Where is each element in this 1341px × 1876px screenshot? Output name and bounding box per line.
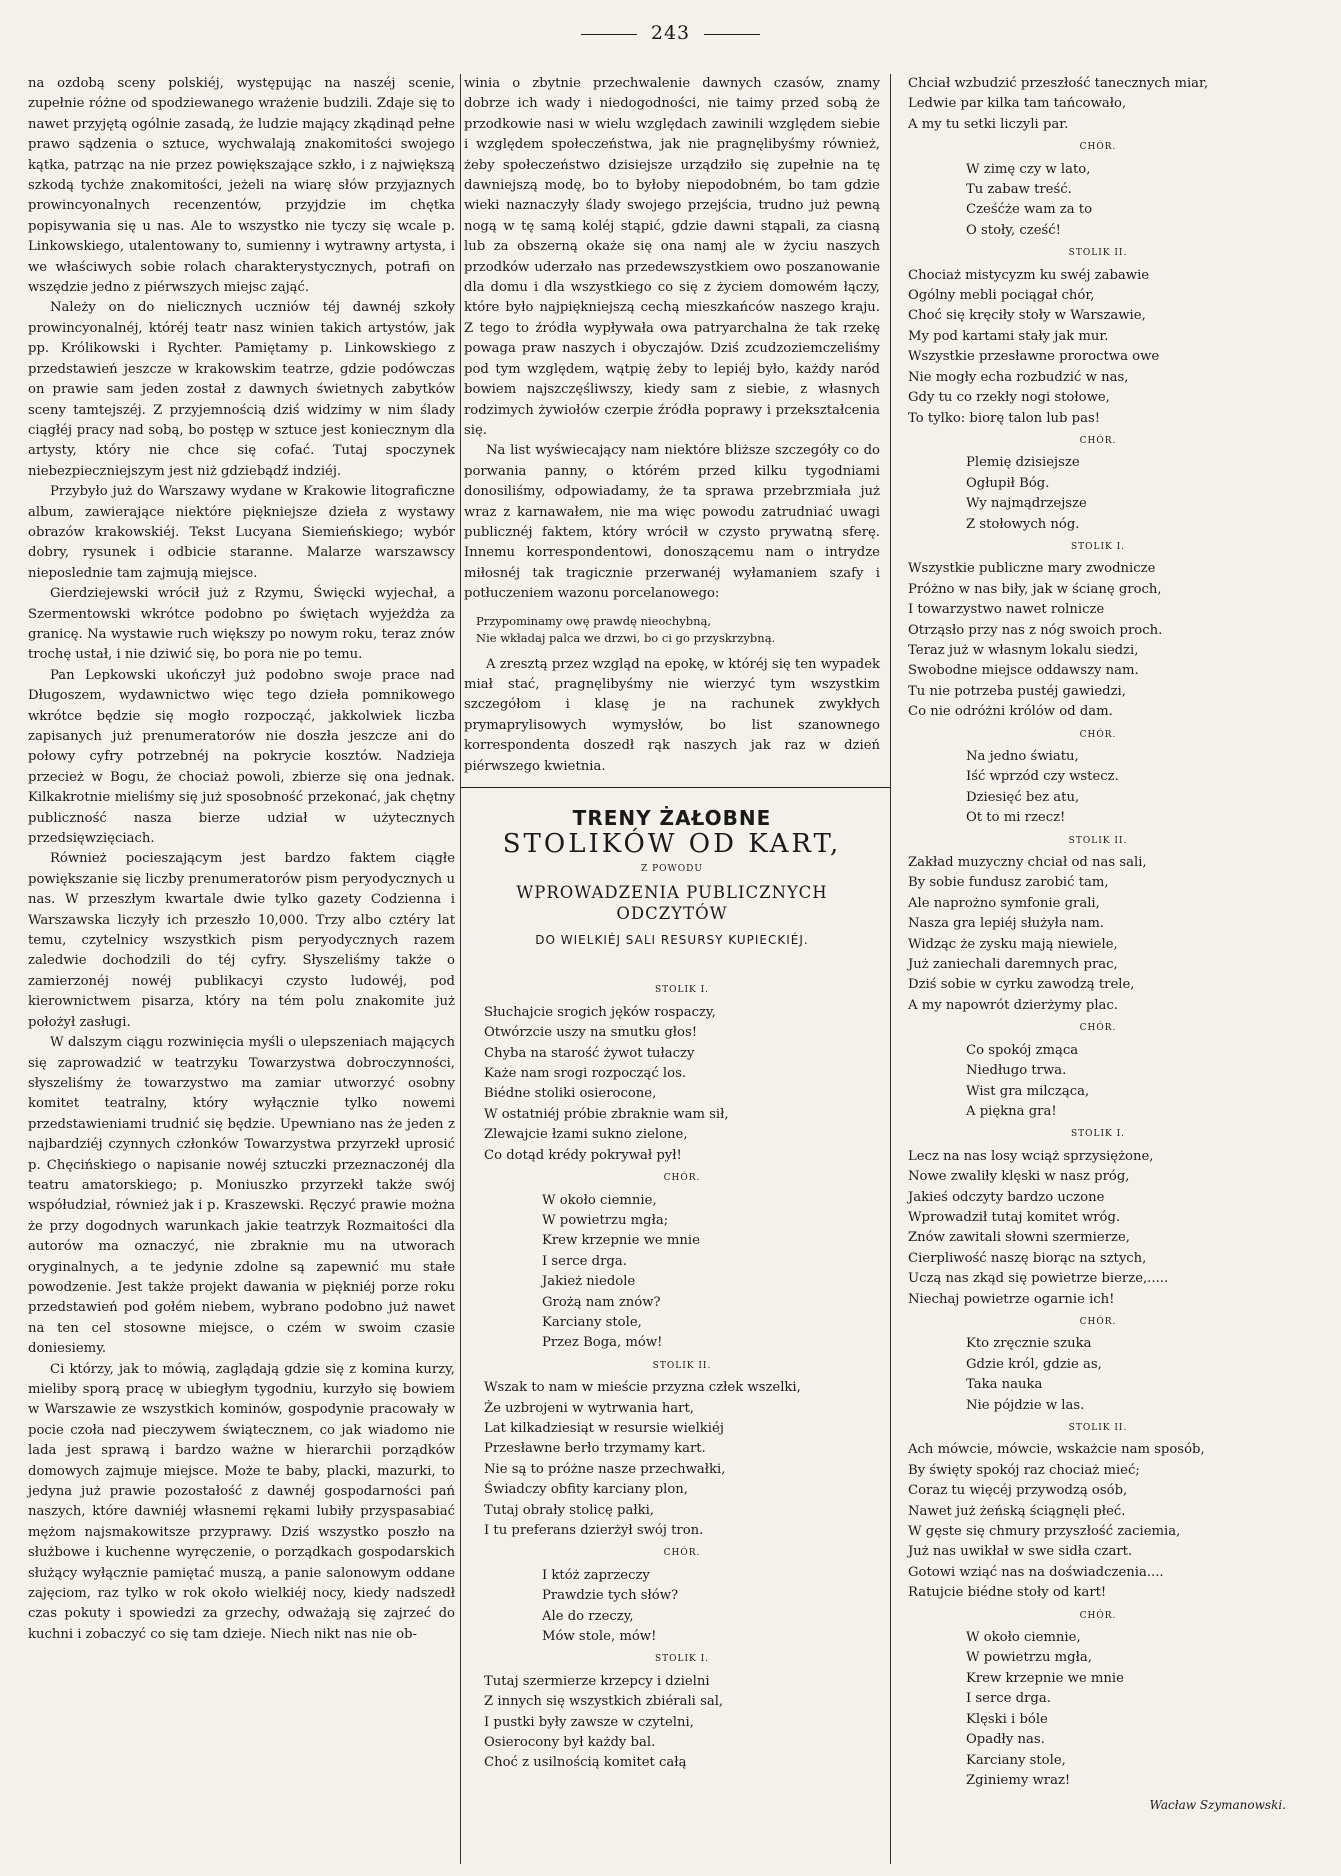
- verse-line: Krew krzepnie we mnie: [966, 1670, 1124, 1686]
- verse-line: Krew krzepnie we mnie: [542, 1233, 700, 1249]
- column-3: [908, 74, 1288, 1816]
- verse-line: Że uzbrojeni w wytrwania hart,: [484, 1400, 694, 1416]
- verse-line: Wprowadził tutaj komitet wróg.: [908, 1209, 1121, 1225]
- verse-line: Taka nauka: [966, 1377, 1043, 1393]
- stanza: [908, 537, 1288, 723]
- verse-line: Wist gra milcząca,: [966, 1083, 1090, 1099]
- verse-line: Uczą nas zkąd się powietrze bierze,.....: [908, 1271, 1169, 1287]
- speaker-label: STOLIK I.: [1070, 1129, 1126, 1140]
- verse-line: Swobodne miejsce oddawszy nam.: [908, 663, 1139, 679]
- stanza: [484, 980, 880, 1166]
- stanza: [484, 1543, 880, 1647]
- verse-line: Ot to mi rzecz!: [966, 810, 1066, 826]
- verse-line: Na jedno światu,: [966, 749, 1079, 764]
- speaker-label: CHÓR.: [1079, 1023, 1117, 1034]
- stanza: [908, 1124, 1288, 1310]
- verse-line: Gdy tu co rzekły nogi stołowe,: [908, 390, 1110, 406]
- poem-title: [464, 808, 880, 950]
- paragraph: Gierdziejewski wrócił już z Rzymu, Święcki wyjechał, a Szermentowski wkrótce podobno po świętach wyjeżdża za granicę. Na wystawie ruch większy po nowym roku, teraz znów trochę ustał, i nie dziwić się, bo pora nie po temu.: [28, 586, 455, 663]
- verse-line: Osierocony był każdy bal.: [484, 1735, 656, 1751]
- verse-line: Karciany stole,: [542, 1314, 642, 1330]
- verse-line: Choć z usilnością komitet całą: [484, 1755, 687, 1771]
- speaker-label: CHÓR.: [663, 1548, 701, 1559]
- verse-line: Wy najmądrzejsze: [966, 496, 1087, 512]
- quote-line: Nie wkładaj palca we drzwi, bo ci go przyskrzybną.: [476, 630, 776, 645]
- verse-line: Widząc że zysku mają niewiele,: [908, 936, 1118, 952]
- verse-line: Gotowi wziąć nas na doświadczenia....: [908, 1564, 1164, 1580]
- stanza: [908, 1018, 1288, 1122]
- verse-line: W zimę czy w lato,: [966, 161, 1091, 177]
- verse-line: Ale do rzeczy,: [542, 1608, 634, 1624]
- verse-line: I serce drga.: [542, 1253, 627, 1269]
- verse-line: Cześćże wam za to: [966, 202, 1093, 218]
- verse-line: Ale naprożno symfonie grali,: [908, 895, 1100, 911]
- verse-line: Co dotąd krédy pokrywał pył!: [484, 1147, 682, 1163]
- stanza: [908, 831, 1288, 1017]
- verse-line: Otwórzcie uszy na smutku głos!: [484, 1025, 698, 1041]
- verse-line: Ratujcie biédne stoły od kart!: [908, 1585, 1107, 1601]
- verse-line: Klęski i bóle: [966, 1711, 1048, 1727]
- verse-line: Karciany stole,: [966, 1752, 1066, 1768]
- verse-line: Znów zawitali słowni szermierze,: [908, 1230, 1130, 1246]
- speaker-label: STOLIK II.: [1068, 835, 1128, 846]
- poem-part-1: [464, 980, 880, 1773]
- paragraph: Na list wyświecający nam niektóre bliższe szczegóły co do porwania panny, o którém przed kilku tygodniami donosiliśmy, odpowiadamy, że ta sprawa przebrzmiała już wraz z karnawałem, nie ma więc powodu zatrudniać uwagi publicznéj faktem, który wrócił w czysto prywatną sferę. Innemu korrespondentowi, donoszącemu nam o intrydze miłosnéj tak tragicznie przerwanéj wyłamaniem szafy i potłuczeniem wazonu porcelanowego:: [464, 443, 880, 602]
- verse-line: Choć się kręciły stoły w Warszawie,: [908, 308, 1146, 324]
- verse-line: W powietrzu mgła,: [966, 1650, 1092, 1666]
- verse-line: To tylko: biorę talon lub pas!: [908, 410, 1101, 426]
- verse-line: Dziś sobie w cyrku zawodzą trele,: [908, 977, 1135, 993]
- poem-title-line: STOLIKÓW OD KART,: [502, 829, 842, 860]
- verse-line: Nie pójdzie w las.: [966, 1397, 1085, 1413]
- quote: [476, 613, 880, 647]
- verse-line: Nawet już żeńską ściągnęli płeć.: [908, 1503, 1126, 1519]
- verse-line: W gęste się chmury przyszłość zaciemia,: [908, 1524, 1181, 1540]
- verse-line: Słuchajcie srogich jęków rospaczy,: [484, 1004, 716, 1020]
- verse-line: Kto zręcznie szuka: [966, 1336, 1092, 1352]
- verse-line: Wszak to nam w mieście przyzna człek wszelki,: [484, 1380, 801, 1396]
- verse-line: O stoły, cześć!: [966, 222, 1061, 238]
- verse-line: Z innych się wszystkich zbiérali sal,: [484, 1694, 724, 1710]
- verse-line: Prawdzie tych słów?: [542, 1588, 679, 1604]
- verse-line: A my tu setki liczyli par.: [908, 116, 1069, 132]
- verse-line: Nie mogły echa rozbudzić w nas,: [908, 369, 1129, 385]
- speaker-label: STOLIK I.: [654, 1654, 710, 1665]
- verse-line: Wszystkie przesławne proroctwa owe: [908, 349, 1160, 365]
- verse-line: Każe nam srogi rozpocząć los.: [484, 1066, 687, 1082]
- column-2: [464, 74, 880, 1776]
- stanza: [908, 431, 1288, 535]
- verse-line: Już zaniechali daremnych prac,: [908, 957, 1118, 973]
- verse-line: Co nie odróżni królów od dam.: [908, 704, 1113, 720]
- verse-line: Coraz tu więcéj przywodzą osób,: [908, 1483, 1128, 1499]
- verse-line: I któż zaprzeczy: [542, 1567, 650, 1583]
- verse-line: Lat kilkadziesiąt w resursie wielkiéj: [484, 1420, 724, 1436]
- verse-line: Zakład muzyczny chciał od nas sali,: [908, 855, 1147, 871]
- verse-line: Zginiemy wraz!: [966, 1772, 1071, 1788]
- verse-line: I pustki były zawsze w czytelni,: [484, 1714, 694, 1730]
- poem-title-line: DO WIELKIÉJ SALI RESURSY KUPIECKIÉJ.: [535, 933, 809, 948]
- paragraph: W dalszym ciągu rozwinięcia myśli o ulepszeniach mających się zaprowadzić w teatrzyku Towarzystwa dobroczynności, słyszeliśmy że towarzystwo ma zamiar utworzyć osobny komitet teatralny, który wyłącznie tylko nowemi przedstawieniami trudnić się będzie. Upewniano nas że jeden z najbardziéj czynnych członków Towarzystwa przyrzekł uprosić p. Chęcińskiego o napisanie nowéj sztuczki przeznaczonéj dla teatru amatorskiego; p. Moniuszko przyrzekł także swój współudział, również jak i p. Kraszewski. Ręczyć prawie można że przy dogodnych warunkach jakie teatrzyk Rozmaitości dla autorów ma oznaczyć, nie zbraknie mu na utworach oryginalnych, a te jedynie zdolne są zapewnić mu stałe powodzenie. Jest także projekt dawania w piękniéj porze roku przedstawień pod gołém niebem, wybrano podobno już nawet na ten cel stosowne miejsce, o czém w swoim czasie doniesiemy.: [28, 1035, 455, 1357]
- verse-line: A piękna gra!: [966, 1103, 1057, 1119]
- verse-line: Nasza gra lepiéj służyła nam.: [908, 916, 1105, 932]
- verse-line: Iść wprzód czy wstecz.: [966, 769, 1119, 785]
- verse-line: Wszystkie publiczne mary zwodnicze: [908, 561, 1156, 577]
- verse-line: By święty spokój raz chociaż mieć;: [908, 1462, 1140, 1478]
- verse-line: Cierpliwość naszę biorąc na sztych,: [908, 1250, 1147, 1266]
- verse-line: Tu nie potrzeba pustéj gawiedzi,: [908, 683, 1126, 699]
- verse-line: Przesławne berło trzymamy kart.: [484, 1441, 706, 1457]
- speaker-label: CHÓR.: [663, 1173, 701, 1184]
- paragraph: Ci którzy, jak to mówią, zaglądają gdzie się z komina kurzy, mieliby sporą pracę w ubiegłym tygodniu, kurzyło się bowiem w Warszawie ze wszystkich kominów, gospodynie pracowały w pocie czoła nad pieczywem świątecznem, co jak wiadomo nie lada jest sprawą i bardzo ważne w hierarchii porządków domowych zajmuje miejsce. Może te baby, placki, mazurki, to jedyna już prawie pozostałość z dawnéj gospodarności pań naszych, które dawniéj własnemi rękami lubiły przyspasabiać mężom najsmakowitsze przyprawy. Dziś wszystko poszło na służbowe i kuchenne wyręczenie, o porządkach gospodarskich służący wyłącznie pamiętać muszą, a panie salonowym oddane zajęciom, raz tylko w rok około wielkiéj nocy, kiedy nadszedł czas pokuty i spowiedzi za grzechy, odważają się zajrzeć do kuchni i zobaczyć co się tam dzieje. Niech nikt nas nie ob-: [28, 1361, 455, 1642]
- verse-line: Nie są to próżne nasze przechwałki,: [484, 1461, 726, 1477]
- verse-line: Chociaż mistycyzm ku swéj zabawie: [908, 267, 1150, 283]
- stanza: [484, 1356, 880, 1542]
- section-divider: [460, 787, 890, 788]
- verse-line: Z stołowych nóg.: [966, 516, 1080, 532]
- verse-line: W ostatniéj próbie zbraknie wam sił,: [484, 1106, 729, 1122]
- verse-line: Już nas uwikłał w swe sidła czart.: [908, 1544, 1133, 1560]
- speaker-label: CHÓR.: [1079, 1610, 1117, 1621]
- paragraph: Należy on do nielicznych uczniów téj dawnéj szkoły prowincyonalnéj, któréj teatr nasz winien takich artystów, jak pp. Królikowski i Rychter. Pamiętamy p. Linkowskiego z przedstawień jeszcze w krakowskim teatrze, gdzie podówczas on prawie sam jeden został z dawnych świetnych zabytków sceny tamtejszéj. Z przyjemnością dziś widzimy w nim ślady ciągłéj pracy nad sobą, bo postęp w sztuce jest koniecznym dla artysty, który nie chce się cofać. Tutaj spoczynek niebezpieczniejszym jest niż gdziebądź indziéj.: [28, 300, 455, 479]
- poem-title-line: WPROWADZENIA PUBLICZNYCH ODCZYTÓW: [516, 883, 828, 923]
- verse-line: Tu zabaw treść.: [966, 182, 1072, 198]
- stanza: [908, 725, 1288, 829]
- paragraph: na ozdobą sceny polskiéj, występując na naszéj scenie, zupełnie różne od spodziewanego wrażenie budzili. Zdaje się to nawet przyjętą ogólnie zasadą, że ludzie mający zkądinąd pełne prawo sądzenia o sztuce, wychwalają znakomitości swojego kątka, patrząc na nie przez powiększające szkło, i z największą szkodą tychże znakomitości, jeżeli na wiarę słów przyjaznych prowincyonalnych recenzentów, przyjdzie im chętka popisywania się u nas. Ale to wszystko nie tyczy się wcale p. Linkowskiego, utalentowany to, sumienny i wytrawny artysta, i we właściwych sobie rolach charakterystycznych, potrafi on wszędzie jedno z piérwszych miejsc zająć.: [28, 76, 455, 296]
- speaker-label: CHÓR.: [1079, 435, 1117, 446]
- verse-line: Nowe zwaliły klęski w nasz próg,: [908, 1169, 1130, 1185]
- verse-line: Otrząsło przy nas z nóg swoich proch.: [908, 622, 1163, 638]
- verse-line: Grożą nam znów?: [542, 1294, 661, 1310]
- verse-line: I towarzystwo nawet rolnicze: [908, 602, 1105, 618]
- verse-line: Ledwie par kilka tam tańcowało,: [908, 96, 1127, 112]
- verse-line: A my napowrót dzierżymy plac.: [908, 997, 1118, 1013]
- verse-line: By sobie fundusz zarobić tam,: [908, 875, 1109, 891]
- speaker-label: CHÓR.: [1079, 142, 1117, 153]
- quote-line: Przypominamy owę prawdę nieochybną,: [476, 613, 712, 628]
- verse-line: Jakież niedole: [542, 1274, 636, 1290]
- verse-line: W powietrzu mgła;: [542, 1212, 669, 1228]
- verse-line: W około ciemnie,: [542, 1192, 657, 1208]
- verse-line: I serce drga.: [966, 1691, 1051, 1707]
- verse-line: Przez Boga, mów!: [542, 1335, 663, 1351]
- stanza: [908, 243, 1288, 429]
- verse-line: Plemię dzisiejsze: [966, 455, 1080, 471]
- verse-line: Zlewajcie łzami sukno zielone,: [484, 1127, 688, 1143]
- verse-line: Biédne stoliki osierocone,: [484, 1086, 657, 1102]
- speaker-label: STOLIK I.: [654, 985, 710, 996]
- page-number: 243: [0, 22, 1341, 44]
- paragraph: Pan Lepkowski ukończył już podobno swoje prace nad Długoszem, wydawnictwo więc tego dzieła pomnikowego wkrótce będzie się mogło rozpocząć, jakkolwiek liczba zapisanych już prenumeratorów nie doszła jeszcze ani do połowy cyfry potrzebnéj na pokrycie kosztów. Nadzieja przecież w Bogu, że chociaż powoli, zbierze się ona jednak. Kilkakrotnie mieliśmy się już sposobność przekonać, jak chętny publiczność nasza bierze udział w użytecznych przedsięwzięciach.: [28, 667, 455, 847]
- verse-line: Gdzie król, gdzie as,: [966, 1356, 1102, 1372]
- verse-line: Dziesięć bez atu,: [966, 789, 1080, 805]
- stanza: [484, 1649, 880, 1773]
- paragraph: Również pocieszającym jest bardzo faktem ciągłe powiększanie się liczby prenumeratorów pism peryodycznych u nas. W przeszłym kwartale dwie tylko gazety Codzienna i Warszawska liczyły ich przeszło 10,000. Trzy albo cztéry lat temu, czytelnicy wszystkich pism peryodycznych razem zaledwie dochodzili do téj cyfry. Słyszeliśmy także o zamierzonéj nowéj publikacyi czysto ludowéj, pod kierownictwem pisarza, który na tém polu znakomite już położył zasługi.: [28, 851, 455, 1030]
- verse-line: My pod kartami stały jak mur.: [908, 328, 1109, 344]
- verse-line: Mów stole, mów!: [542, 1629, 657, 1645]
- poem-title-line: Z POWODU: [641, 863, 703, 874]
- stanza: [908, 1606, 1288, 1792]
- stanza: [484, 1168, 880, 1354]
- paragraph: winia o zbytnie przechwalenie dawnych czasów, znamy dobrze ich wady i niedogodności, nie taimy przed sobą że przodkowie nasi w wielu względach zawinili względem siebie i względem społeczeństwa, jak nie pragnęlibyśmy również, żeby społeczeństwo dzisiejsze urządziło się zupełnie na tę dawniejszą modę, bo to byłoby niepodobném, bo tam gdzie wieki naznaczyły ślady swojego przejścia, trudno już pewną nogą w tę samą koléj stąpić, gdzie dawni stąpali, za ciasną lub za obszerną okaże się ona namj ale w życiu naszych przodków uderzało nas przedewszystkiem owo poszanowanie dla domu i dla wszystkiego co się z życiem domowém łączy, które było najpiękniejszą cechą mieszkańców naszego kraju. Z tego to źródła wypływała owa patryarchalna że tak rzekę powaga praw naszych i obyczajów. Dziś zcudzoziemczeliśmy pod tym względem, wątpię żeby to lepiéj było, każdy naród bowiem najszczęśliwszy, kiedy sam z siebie, z własnych rodzimych żywiołów czerpie źródła poprawy i przekształcenia się.: [464, 76, 880, 438]
- speaker-label: STOLIK II.: [652, 1360, 712, 1371]
- verse-line: W około ciemnie,: [966, 1630, 1081, 1646]
- column-rule-1: [460, 74, 461, 1864]
- speaker-label: STOLIK II.: [1068, 1423, 1128, 1433]
- speaker-label: CHÓR.: [1079, 1316, 1117, 1327]
- verse-line: Tutaj szermierze krzepcy i dzielni: [484, 1673, 710, 1689]
- verse-line: Tutaj obrały stolicę pałki,: [484, 1502, 655, 1518]
- verse-line: Niechaj powietrze ogarnie ich!: [908, 1291, 1115, 1307]
- paragraph: Przybyło już do Warszawy wydane w Krakowie litograficzne album, zawierające niektóre piękniejsze dzieła z wystawy obrazów krakowskiéj. Tekst Lucyana Siemieńskiego; wybór dobry, rysunek i odbicie staranne. Malarze warszawscy nieposlednie tam zajmują miejsce.: [28, 484, 455, 581]
- verse-line: Jakieś odczyty bardzo uczone: [908, 1189, 1105, 1205]
- stanza: [908, 137, 1288, 241]
- verse-line: Teraz już w własnym lokalu siedzi,: [908, 642, 1139, 658]
- stanza: [908, 1312, 1288, 1416]
- verse-line: Ach mówcie, mówcie, wskażcie nam sposób,: [908, 1442, 1205, 1458]
- signature: Wacław Szymanowski.: [1149, 1798, 1286, 1813]
- verse-line: Próżno w nas biły, jak w ścianę groch,: [908, 581, 1162, 597]
- paragraph: A zresztą przez wzgląd na epokę, w któréj się ten wypadek miał stać, pragnęlibyśmy nie wierzyć tym wszystkim szczegółom i klasę je na rachunek zwykłych prymaprylisowych wymysłów, bo list szanownego korrespondenta doszedł rąk naszych jak raz w dzień piérwszego kwietnia.: [464, 656, 880, 774]
- speaker-label: STOLIK I.: [1070, 541, 1126, 552]
- stanza: [908, 1418, 1288, 1604]
- verse-line: Świadczy obfity karciany plon,: [484, 1482, 688, 1498]
- verse-line: Ogłupił Bóg.: [966, 475, 1050, 491]
- speaker-label: CHÓR.: [1079, 729, 1117, 740]
- speaker-label: STOLIK II.: [1068, 248, 1128, 259]
- verse-line: Niedługo trwa.: [966, 1063, 1067, 1079]
- verse-line: Chyba na starość żywot tułaczy: [484, 1045, 695, 1061]
- verse-line: Lecz na nas losy wciąż sprzysiężone,: [908, 1148, 1154, 1164]
- poem-part-2: [908, 74, 1288, 1791]
- poem-title-line: TRENY ŻAŁOBNE: [572, 806, 772, 830]
- verse-line: Co spokój zmąca: [966, 1042, 1079, 1058]
- verse-line: I tu preferans dzierżył swój tron.: [484, 1523, 704, 1538]
- verse-line: Opadły nas.: [966, 1732, 1045, 1748]
- column-1: [28, 74, 455, 1645]
- verse-line: Ogólny mebli pociągał chór,: [908, 288, 1095, 304]
- stanza: [908, 74, 1288, 135]
- verse-line: Chciał wzbudzić przeszłość tanecznych miar,: [908, 76, 1209, 91]
- column-rule-2: [890, 74, 891, 1864]
